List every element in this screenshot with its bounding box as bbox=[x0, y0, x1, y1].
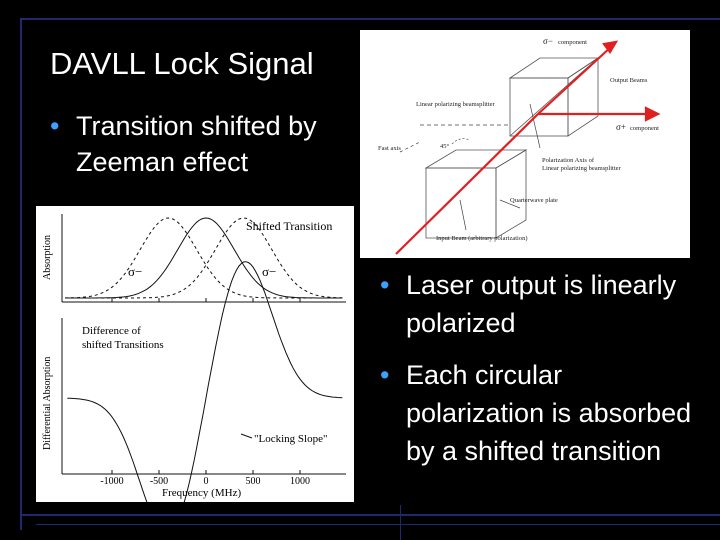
sigma-plus-component: component bbox=[630, 125, 659, 132]
difference-label-line1: Difference of bbox=[82, 325, 141, 337]
locking-slope-label: "Locking Slope" bbox=[254, 433, 328, 445]
laser-beams bbox=[396, 42, 658, 254]
bullet-dot: • bbox=[380, 270, 390, 300]
top-ylabel: Absorption bbox=[42, 235, 53, 280]
frame-line-left bbox=[20, 18, 22, 530]
input-beam-line bbox=[396, 114, 538, 254]
beamsplitter-svg bbox=[360, 30, 690, 258]
bullet-item bbox=[50, 108, 350, 180]
x-tick-label: -500 bbox=[149, 476, 169, 487]
bullet-dot: • bbox=[380, 360, 390, 390]
left-bullet-list bbox=[50, 108, 350, 180]
x-tick-label: 1000 bbox=[290, 476, 310, 487]
output-beams-label: Output Beams bbox=[610, 77, 648, 84]
frame-line-divider bbox=[400, 505, 401, 540]
sigma-minus-beam-line bbox=[538, 46, 612, 114]
bullet-item bbox=[380, 356, 700, 470]
x-tick-label: 0 bbox=[203, 476, 209, 487]
x-axis-label: Frequency (MHz) bbox=[162, 487, 242, 499]
sigma-right-label: σ− bbox=[262, 264, 277, 279]
slide-title: DAVLL Lock Signal bbox=[50, 46, 314, 81]
fast-axis-label: Fast axis bbox=[378, 145, 401, 152]
bullet-text: Laser output is linearly polarized bbox=[406, 270, 677, 338]
difference-label-line2: shifted Transitions bbox=[82, 339, 164, 351]
x-tick-label: 500 bbox=[245, 476, 261, 487]
bullet-text: Transition shifted by Zeeman effect bbox=[76, 111, 317, 177]
bullet-dot: • bbox=[50, 111, 60, 141]
polarization-axis-line2: Linear polarizing beamsplitter bbox=[542, 165, 621, 172]
sigma-minus-component: component bbox=[558, 39, 587, 46]
right-bullet-list bbox=[380, 266, 700, 484]
angle-label: 45° bbox=[440, 143, 450, 150]
sigma-minus-label: σ− bbox=[543, 36, 553, 46]
bullet-text: Each circular polarization is absorbed by a shifted transition bbox=[406, 360, 692, 466]
beamsplitter-diagram bbox=[360, 30, 690, 258]
sigma-left-label: σ− bbox=[128, 264, 143, 279]
quarterwave-label: Quarterwave plate bbox=[510, 197, 558, 204]
quarterwave-plate bbox=[426, 150, 526, 238]
bottom-ylabel: Differential Absorption bbox=[42, 356, 53, 450]
diagram-labels bbox=[378, 36, 659, 242]
locking-slope-pointer bbox=[241, 434, 252, 438]
frame-line-bottom-2 bbox=[36, 524, 720, 525]
absorption-graph-svg bbox=[36, 206, 354, 502]
sigma-plus-label: σ+ bbox=[616, 122, 626, 132]
linear-pbs-label: Linear polarizing beamsplitter bbox=[416, 101, 495, 108]
frame-line-top bbox=[20, 18, 720, 20]
bullet-item bbox=[380, 266, 700, 342]
sigma-plus-arrow bbox=[646, 108, 658, 120]
absorption-graph bbox=[36, 206, 354, 502]
polarization-axis-line1: Polarization Axis of bbox=[542, 157, 594, 164]
shifted-transition-label: Shifted Transition bbox=[246, 219, 333, 233]
guide-lines bbox=[400, 104, 540, 230]
frame-line-bottom bbox=[20, 514, 720, 516]
x-tick-label: -1000 bbox=[100, 476, 124, 487]
input-beam-label: Input Beam (arbitrary polarization) bbox=[436, 235, 528, 242]
